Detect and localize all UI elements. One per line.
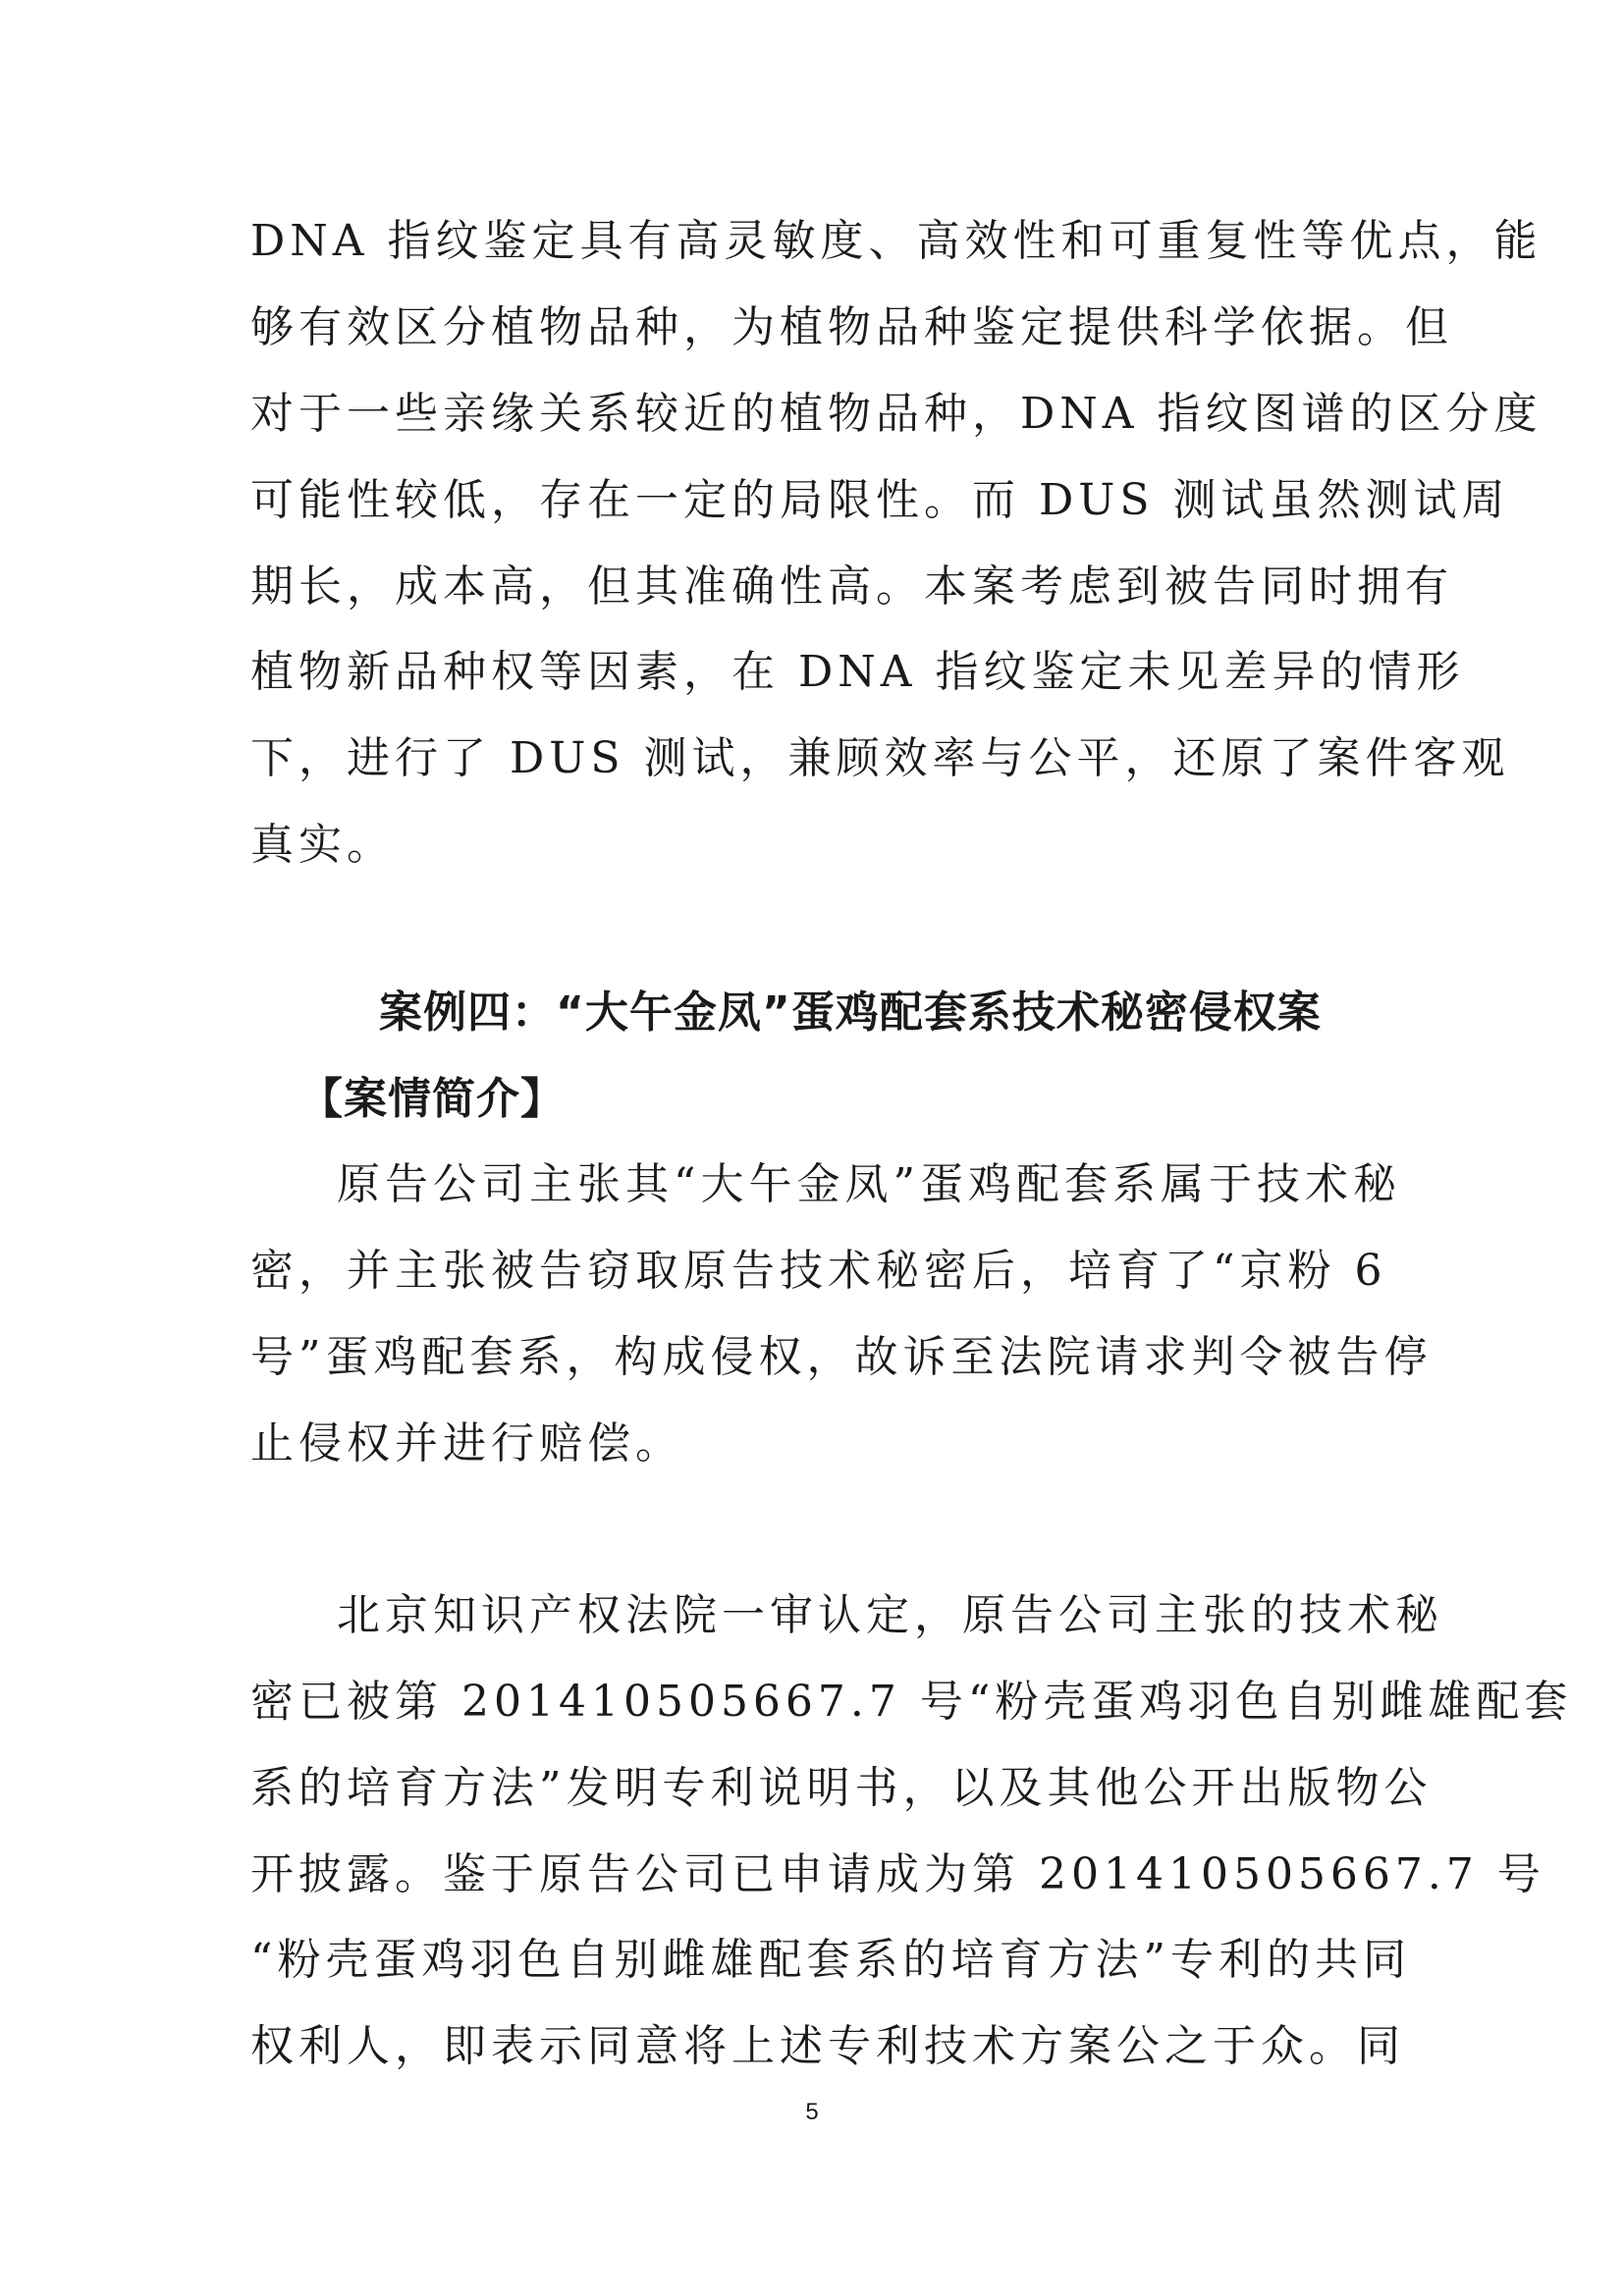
text-line: 开披露。鉴于原告公司已申请成为第 201410505667.7 号	[250, 1849, 1545, 1899]
text-line: 密已被第 201410505667.7 号“粉壳蛋鸡羽色自别雌雄配套	[250, 1677, 1573, 1727]
text-line: 期长，成本高，但其准确性高。本案考虑到被告同时拥有	[250, 561, 1453, 612]
text-line: “粉壳蛋鸡羽色自别雌雄配套系的培育方法”专利的共同	[250, 1935, 1411, 1985]
text-line: 止侵权并进行赔偿。	[250, 1418, 683, 1468]
case-title: 案例四：“大午金凤”蛋鸡配套系技术秘密侵权案	[379, 988, 1322, 1038]
text-line: 植物新品种权等因素，在 DNA 指纹鉴定未见差异的情形	[250, 647, 1465, 697]
text-line: DNA 指纹鉴定具有高灵敏度、高效性和可重复性等优点，能	[250, 216, 1543, 266]
text-line: 号”蛋鸡配套系，构成侵权，故诉至法院请求判令被告停	[250, 1332, 1433, 1382]
text-line: 够有效区分植物品种，为植物品种鉴定提供科学依据。但	[250, 302, 1453, 352]
text-line: 权利人，即表示同意将上述专利技术方案公之于众。同	[250, 2021, 1405, 2071]
text-line: 对于一些亲缘关系较近的植物品种，DNA 指纹图谱的区分度	[250, 389, 1543, 439]
text-line: 下，进行了 DUS 测试，兼顾效率与公平，还原了案件客观	[250, 733, 1510, 783]
text-line: 可能性较低，存在一定的局限性。而 DUS 测试虽然测试周	[250, 475, 1510, 525]
text-line: 密，并主张被告窃取原告技术秘密后，培育了“京粉 6	[250, 1246, 1387, 1296]
text-line: 真实。	[250, 820, 395, 870]
text-line: 系的培育方法”发明专利说明书，以及其他公开出版物公	[250, 1763, 1433, 1813]
text-line: 原告公司主张其“大午金凤”蛋鸡配套系属于技术秘	[337, 1159, 1401, 1209]
page-number: 5	[805, 2099, 819, 2125]
section-label: 【案情简介】	[299, 1074, 565, 1124]
text-line: 北京知识产权法院一审认定，原告公司主张的技术秘	[337, 1590, 1443, 1640]
